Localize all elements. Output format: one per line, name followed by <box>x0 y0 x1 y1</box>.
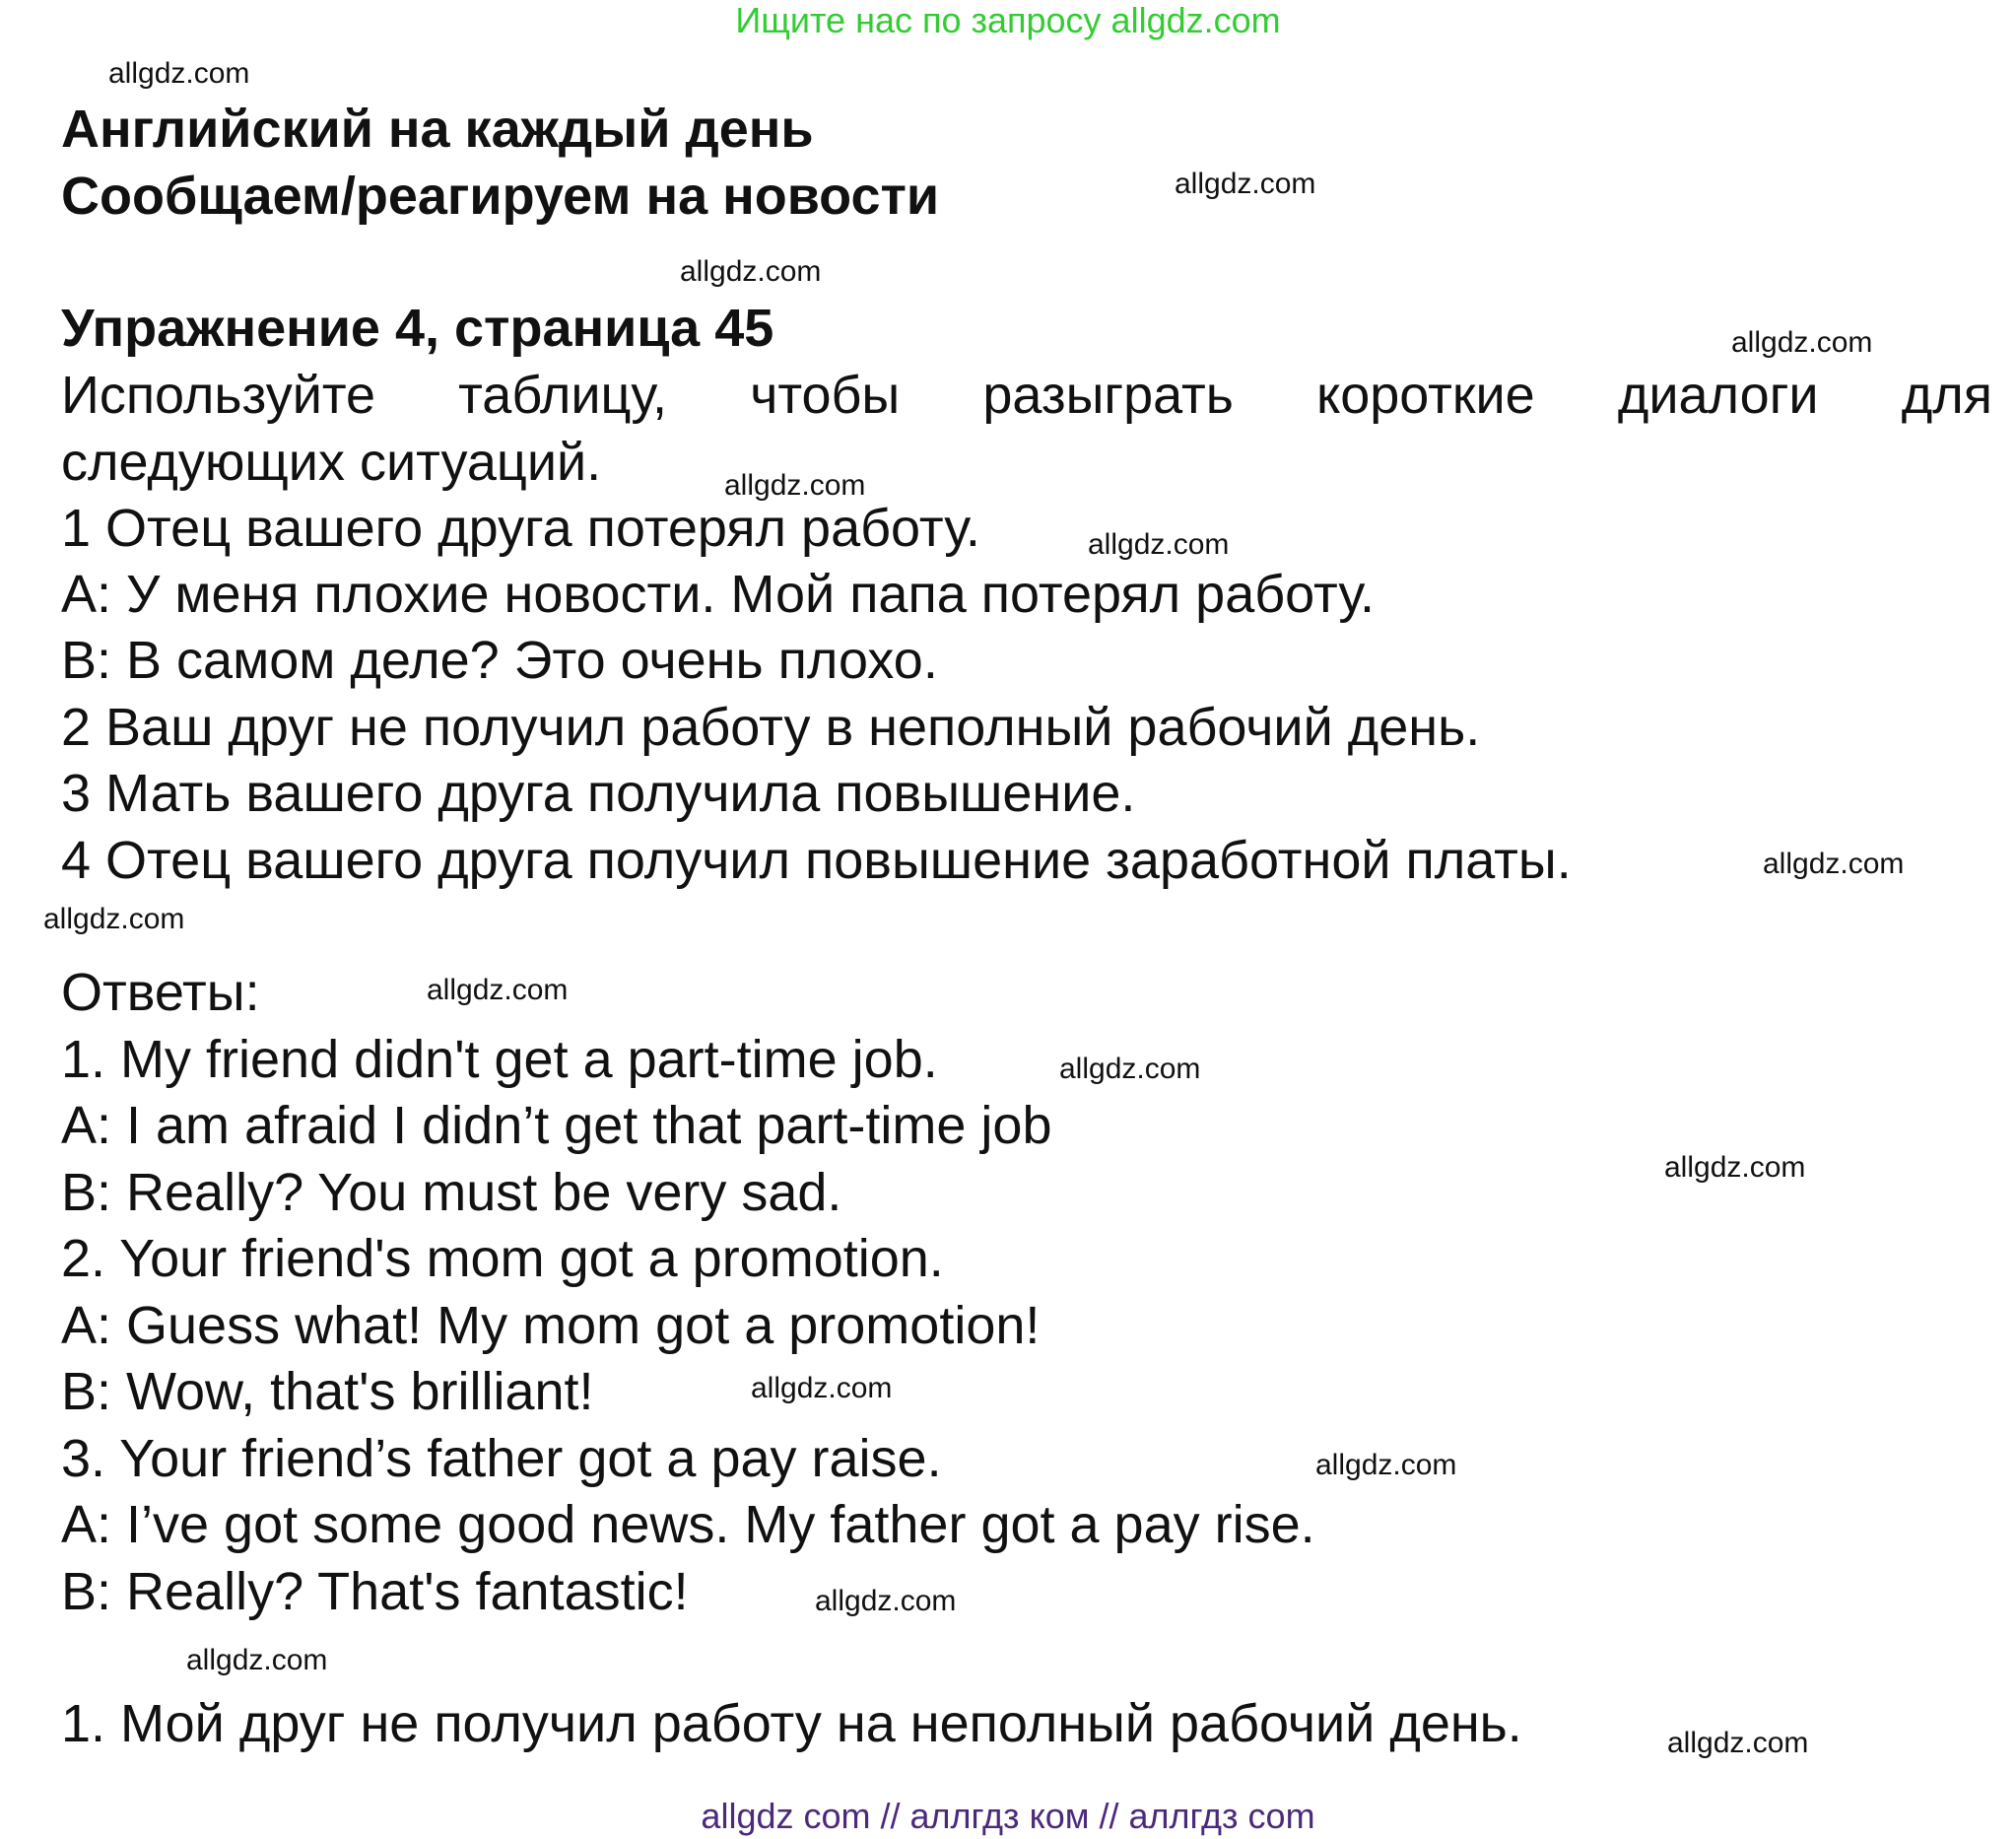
watermark: allgdz.com <box>815 1585 957 1617</box>
instruction-word: разыграть <box>982 366 1234 425</box>
page-title: Английский на каждый день <box>61 100 814 159</box>
footer-links: allgdz com // аллгдз ком // аллгдз com <box>701 1796 1315 1836</box>
watermark: allgdz.com <box>1059 1053 1201 1085</box>
task-line: 3 Мать вашего друга получила повышение. <box>61 764 1136 823</box>
task-line: B: В самом деле? Это очень плохо. <box>61 631 938 690</box>
answer-line: A: I am afraid I didn’t get that part-time job <box>61 1096 1052 1155</box>
top-banner: Ищите нас по запросу allgdz.com <box>735 0 1281 40</box>
watermark: allgdz.com <box>1664 1151 1806 1184</box>
watermark: allgdz.com <box>1763 848 1905 880</box>
watermark: allgdz.com <box>186 1644 328 1676</box>
answers-title: Ответы: <box>61 963 260 1022</box>
answer-line: 1. My friend didn't get a part-time job. <box>61 1030 938 1089</box>
watermark: allgdz.com <box>1315 1449 1457 1481</box>
answer-line: 2. Your friend's mom got a promotion. <box>61 1229 944 1288</box>
answer-line: B: Really? You must be very sad. <box>61 1163 842 1222</box>
watermark: allgdz.com <box>1731 326 1873 359</box>
answer-line: A: Guess what! My mom got a promotion! <box>61 1296 1041 1355</box>
answer-line: B: Really? That's fantastic! <box>61 1562 689 1621</box>
watermark: allgdz.com <box>724 469 866 502</box>
watermark: allgdz.com <box>108 57 250 90</box>
watermark: allgdz.com <box>43 903 185 935</box>
watermark: allgdz.com <box>680 255 822 288</box>
watermark: allgdz.com <box>751 1372 893 1404</box>
watermark: allgdz.com <box>1175 168 1316 200</box>
task-line: A: У меня плохие новости. Мой папа потерял работу. <box>61 565 1375 624</box>
instruction-word: для <box>1901 366 1992 425</box>
instruction-word: таблицу, <box>458 366 668 425</box>
task-line: 2 Ваш друг не получил работу в неполный рабочий день. <box>61 698 1481 757</box>
answer-line: B: Wow, that's brilliant! <box>61 1362 594 1421</box>
task-line: 4 Отец вашего друга получил повышение заработной платы. <box>61 831 1572 890</box>
instruction-word: диалоги <box>1617 366 1819 425</box>
answer-line: 3. Your friend’s father got a pay raise. <box>61 1429 942 1488</box>
task-line: 1 Отец вашего друга потерял работу. <box>61 499 980 558</box>
instruction-line-1 <box>61 363 1992 428</box>
exercise-title: Упражнение 4, страница 45 <box>61 299 774 358</box>
instruction-word: чтобы <box>750 366 901 425</box>
instruction-word: короткие <box>1316 366 1535 425</box>
instruction-word: Используйте <box>61 366 376 425</box>
watermark: allgdz.com <box>427 974 569 1006</box>
translation-line: 1. Мой друг не получил работу на неполный рабочий день. <box>61 1694 1522 1753</box>
watermark: allgdz.com <box>1088 528 1230 561</box>
page-subtitle: Сообщаем/реагируем на новости <box>61 167 940 226</box>
answer-line: A: I’ve got some good news. My father got a pay rise. <box>61 1495 1315 1554</box>
instruction-line-2: следующих ситуаций. <box>61 433 602 492</box>
watermark: allgdz.com <box>1667 1727 1809 1759</box>
